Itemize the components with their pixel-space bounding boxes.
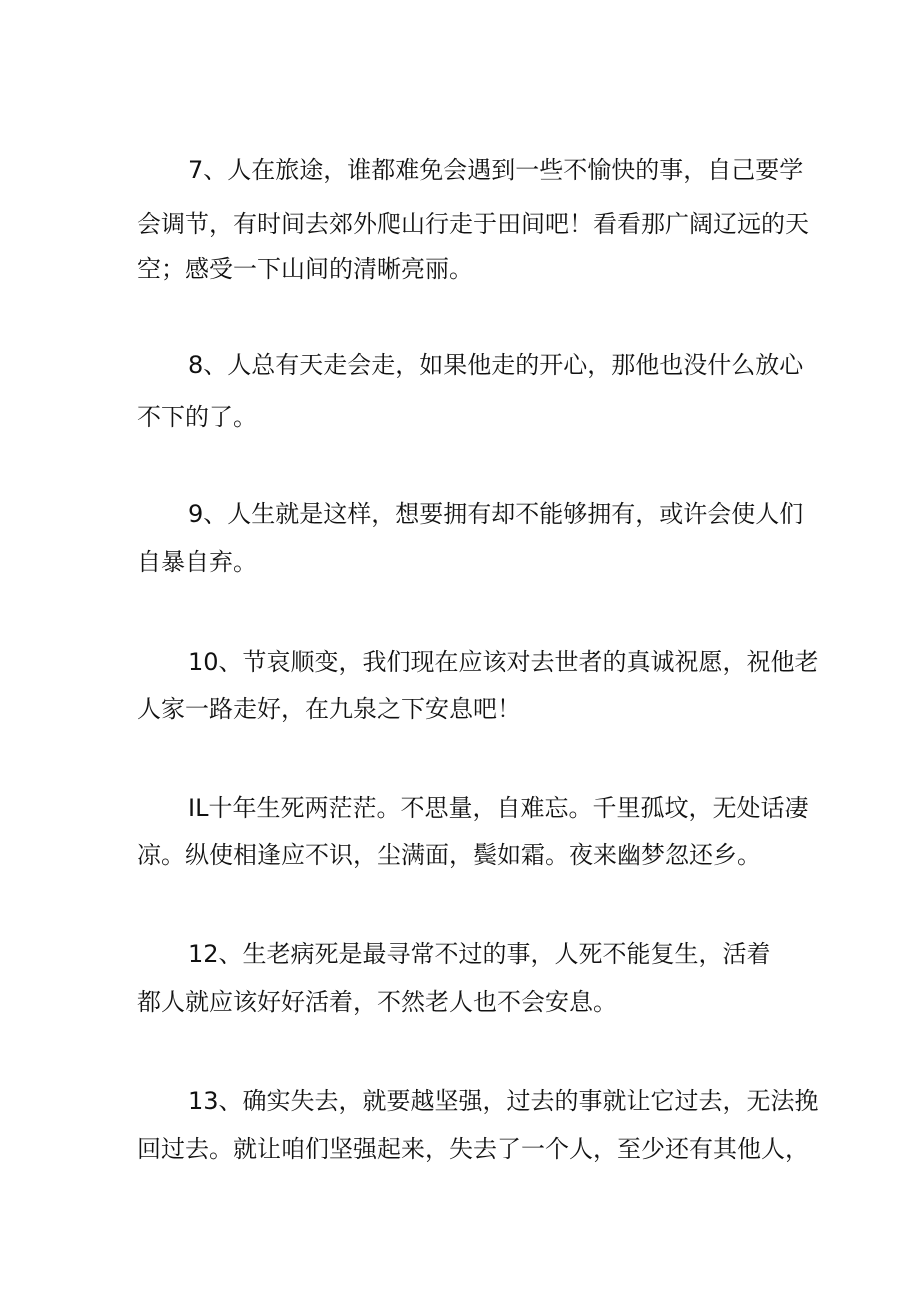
paragraph-12-line-1: 12、生老病死是最寻常不过的事，人死不能复生，活着 [188, 940, 771, 968]
paragraph-7-line-2: 会调节，有时间去郊外爬山行走于田间吧！看看那广阔辽远的天 [137, 210, 809, 238]
paragraph-7-line-1: 7、人在旅途，谁都难免会遇到一些不愉快的事，自己要学 [188, 156, 804, 184]
paragraph-10-line-1: 10、节哀顺变，我们现在应该对去世者的真诚祝愿，祝他老 [188, 648, 819, 676]
paragraph-11-line-1: IL十年生死两茫茫。不思量，自难忘。千里孤坟，无处话凄 [188, 794, 809, 822]
paragraph-11-line-2: 凉。纵使相逢应不识，尘满面，鬓如霜。夜来幽梦忽还乡。 [137, 841, 761, 869]
paragraph-9-line-1: 9、人生就是这样，想要拥有却不能够拥有，或许会使人们 [188, 500, 804, 528]
paragraph-10-line-2: 人家一路走好，在九泉之下安息吧！ [137, 695, 521, 723]
paragraph-13-line-2: 回过去。就让咱们坚强起来，失去了一个人，至少还有其他人， [137, 1135, 809, 1163]
paragraph-13-line-1: 13、确实失去，就要越坚强，过去的事就让它过去，无法挽 [188, 1087, 819, 1115]
paragraph-12-line-2: 都人就应该好好活着，不然老人也不会安息。 [137, 988, 617, 1016]
paragraph-8-line-1: 8、人总有天走会走，如果他走的开心，那他也没什么放心 [188, 351, 804, 379]
paragraph-7-line-3: 空；感受一下山间的清晰亮丽。 [137, 255, 473, 283]
paragraph-9-line-2: 自暴自弃。 [137, 548, 257, 576]
paragraph-8-line-2: 不下的了。 [137, 403, 257, 431]
